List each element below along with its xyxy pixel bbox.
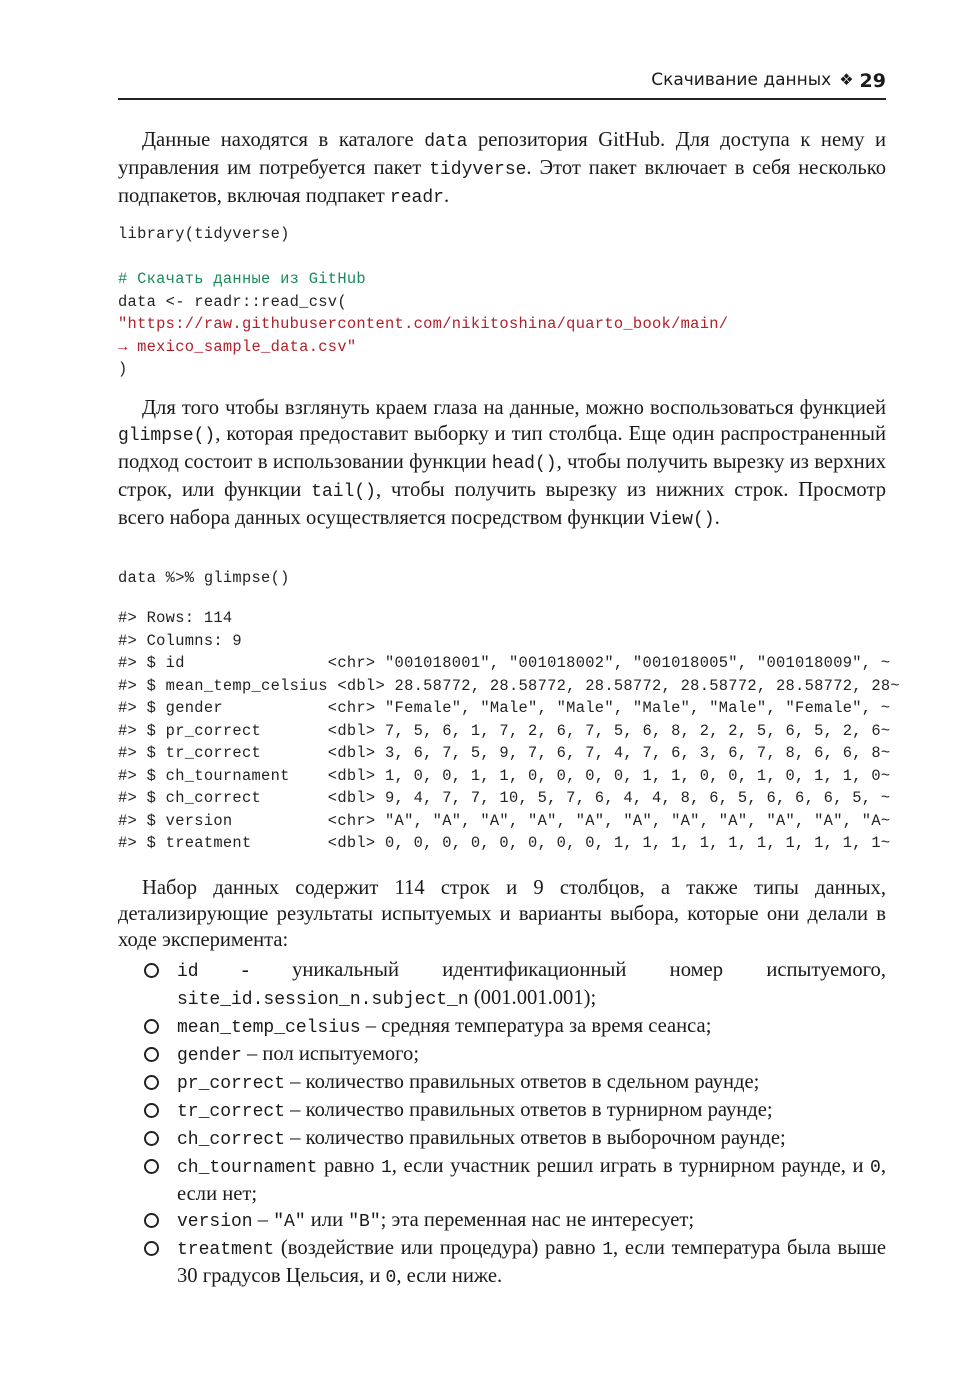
inline-code: ch_correct	[177, 1130, 286, 1150]
text-run: . Этот пакет включает в себя несколько подпакетов, включая подпакет	[118, 157, 886, 207]
output-line: #> $ tr_correct <dbl> 3, 6, 7, 5, 9, 7, 6, 7, 4, 7, 6, 3, 6, 7, 8, 6, 6, 8~	[118, 744, 891, 762]
output-line: #> $ mean_temp_celsius <dbl> 28.58772, 28.58772, 28.58772, 28.58772, 28.58772, 28~	[118, 676, 900, 695]
output-line: #> Columns: 9	[118, 631, 242, 650]
output-line: #> Rows: 114	[118, 609, 233, 627]
output-line: #> $ ch_correct <dbl> 9, 4, 7, 7, 10, 5, 7, 6, 4, 4, 8, 6, 5, 6, 6, 6, 5, ~	[118, 789, 891, 807]
inline-code: mean_temp_celsius	[177, 1018, 361, 1038]
inline-code: 1	[602, 1240, 614, 1260]
code-block-glimpse	[118, 567, 290, 590]
section-title: Скачивание данных	[651, 70, 832, 90]
page-number: 29	[859, 70, 886, 92]
text-run: (воздействие или процедура) равно	[274, 1237, 603, 1259]
text-run: - уникальный идентификационный номер испытуемого,	[198, 959, 886, 981]
text-run: –	[252, 1209, 274, 1231]
text-run: – количество правильных ответов в выборочном раунде;	[285, 1127, 786, 1149]
paragraph-summary	[118, 875, 886, 953]
code-string: → mexico_sample_data.csv"	[118, 337, 357, 356]
code-comment: # Скачать данные из GitHub	[118, 270, 366, 288]
inline-code: data	[424, 132, 468, 152]
code-line: data %>% glimpse()	[118, 569, 290, 587]
inline-code: View()	[649, 510, 715, 530]
list-item	[118, 1125, 886, 1153]
text-run: или	[305, 1209, 349, 1231]
inline-code: tidyverse	[429, 160, 527, 180]
text-run: (001.001.001);	[468, 987, 597, 1009]
inline-code: id	[177, 962, 199, 982]
text-run: , если температура была выше 30 градусов Цельсия, и	[177, 1237, 886, 1287]
inline-code: site_id.session_n.subject_n	[177, 990, 469, 1010]
output-line: #> $ version <chr> "A", "A", "A", "A", "A", "A", "A", "A", "A", "A", "A~	[118, 811, 891, 830]
inline-code: glimpse()	[118, 426, 216, 446]
inline-code: tail()	[311, 482, 376, 502]
code-line: data <- readr::read_csv(	[118, 292, 347, 311]
text-run: , которая предоставит выборку и тип столбца. Еще один распространенный подход состоит в использовании функции	[118, 423, 886, 473]
text-run: , чтобы получить вырезку из нижних строк. Просмотр всего набора данных осуществляется посредством функции	[118, 479, 887, 529]
inline-code: readr	[389, 188, 444, 208]
inline-code: "B"	[348, 1212, 381, 1232]
text-run: , если участник решил играть в турнирном раунде, и	[391, 1155, 871, 1177]
list-item	[118, 1097, 886, 1125]
text-run: .	[714, 507, 720, 529]
inline-code: treatment	[177, 1240, 275, 1260]
text-run: .	[443, 185, 450, 207]
text-run: Набор данных содержит 114 строк и 9 столбцов, а также типы данных, детализирующие результаты испытуемых и варианты выбора, которые они делали в ходе эксперимента:	[118, 877, 886, 951]
glimpse-output	[118, 607, 900, 855]
code-line: library(tidyverse)	[118, 225, 290, 243]
list-item	[118, 1013, 886, 1041]
text-run: ; эта переменная нас не интересует;	[380, 1209, 695, 1231]
inline-code: 0	[385, 1268, 397, 1288]
output-line: #> $ pr_correct <dbl> 7, 5, 6, 1, 7, 2, 6, 7, 5, 6, 8, 2, 2, 5, 6, 5, 2, 6~	[118, 721, 891, 740]
inline-code: version	[177, 1212, 253, 1232]
code-string: "https://raw.githubusercontent.com/nikitoshina/quarto_book/main/	[118, 315, 729, 333]
text-run: равно	[317, 1155, 381, 1177]
inline-code: head()	[491, 454, 557, 474]
inline-code: "A"	[273, 1212, 306, 1232]
code-line: )	[118, 360, 128, 378]
paragraph-glimpse	[118, 395, 886, 533]
list-item	[118, 1235, 886, 1291]
inline-code: tr_correct	[177, 1102, 286, 1122]
text-run: репозитория GitHub. Для доступа к нему и управления им потребуется пакет	[118, 129, 887, 179]
list-item	[118, 1041, 886, 1069]
text-run: Для того чтобы взглянуть краем глаза на данные, можно воспользоваться функцией	[142, 397, 886, 419]
variable-list	[118, 957, 886, 1291]
paragraph-intro	[118, 127, 886, 211]
text-run: – количество правильных ответов в турнирном раунде;	[285, 1099, 773, 1121]
text-run: , если ниже.	[396, 1265, 503, 1287]
output-line: #> $ gender <chr> "Female", "Male", "Male", "Male", "Male", "Female", ~	[118, 699, 891, 717]
text-run: – пол испытуемого;	[241, 1043, 420, 1065]
inline-code: pr_correct	[177, 1074, 286, 1094]
text-run: – количество правильных ответов в сдельном раунде;	[285, 1071, 760, 1093]
text-run: , если нет;	[177, 1155, 886, 1205]
running-header	[118, 70, 886, 100]
text-run: Данные находятся в каталоге	[142, 129, 425, 151]
inline-code: ch_tournament	[177, 1158, 318, 1178]
list-item	[118, 1207, 886, 1235]
list-item	[118, 1153, 886, 1207]
list-item	[118, 1069, 886, 1097]
code-block-load	[118, 223, 728, 381]
inline-code: 1	[380, 1158, 392, 1178]
output-line: #> $ ch_tournament <dbl> 1, 0, 0, 1, 1, 0, 0, 0, 0, 1, 1, 0, 0, 1, 0, 1, 1, 0~	[118, 766, 891, 785]
ornament-icon: ❖	[839, 70, 854, 89]
text-run: , чтобы получить вырезку из верхних строк, или функции	[118, 451, 887, 501]
inline-code: 0	[870, 1158, 881, 1178]
inline-code: gender	[177, 1046, 242, 1066]
list-item	[118, 957, 886, 1013]
output-line: #> $ treatment <dbl> 0, 0, 0, 0, 0, 0, 0, 0, 1, 1, 1, 1, 1, 1, 1, 1, 1, 1~	[118, 834, 891, 852]
text-run: – средняя температура за время сеанса;	[360, 1015, 712, 1037]
output-line: #> $ id <chr> "001018001", "001018002", "001018005", "001018009", ~	[118, 654, 891, 672]
